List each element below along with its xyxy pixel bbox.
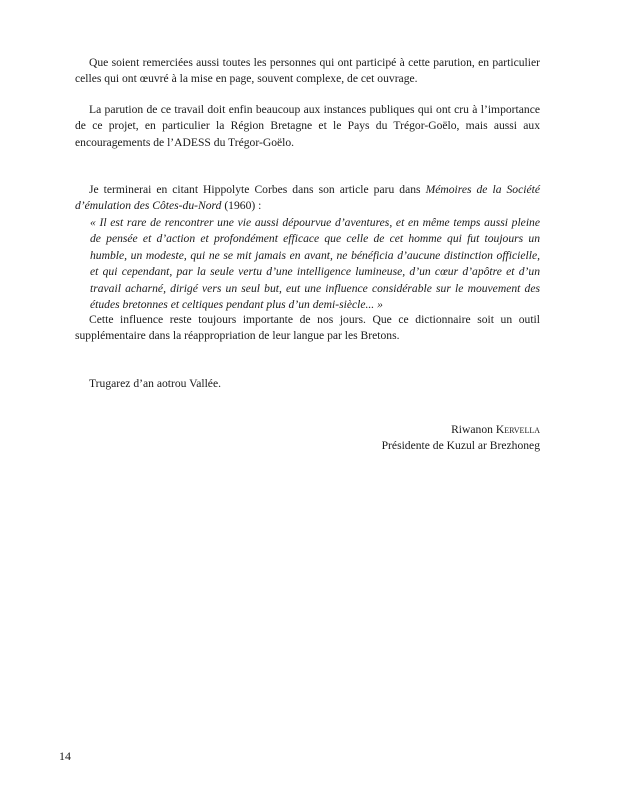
signature-last-name: Kervella: [495, 423, 540, 436]
signature-title: Présidente de Kuzul ar Brezhoneg: [381, 439, 540, 452]
page-number: 14: [59, 749, 71, 763]
paragraph-influence: Cette influence reste toujours importante de nos jours. Que ce dictionnaire soit un outil supplémentaire dans la réappropriation de leur langue par les Bretons.: [75, 313, 540, 343]
paragraph-closing-thanks: Trugarez d’an aotrou Vallée.: [89, 377, 221, 390]
signature-name: [451, 422, 540, 438]
paragraph-quote-intro: [75, 182, 540, 215]
paragraph-public-instances: La parution de ce travail doit enfin beaucoup aux instances publiques qui ont cru à l’importance de ce projet, en particulier la Région Bretagne et le Pays du Trégor-Goëlo, mais aussi aux encouragements de l’ADESS du Trégor-Goëlo.: [75, 103, 540, 149]
signature-first-name: Riwanon: [451, 423, 496, 436]
paragraph-thanks-layout: Que soient remerciées aussi toutes les personnes qui ont participé à cette parution, en particulier celles qui ont œuvré à la mise en page, souvent complexe, de cet ouvrage.: [75, 56, 540, 86]
block-quote: « Il est rare de rencontrer une vie aussi dépourvue d’aventures, et en même temps aussi pleine de pensée et d’action et profondément efficace que celle de cet homme qui fut toujours un humble, un modeste, qui ne se mit jamais en avant, ne bénéficia d’aucune distinction officielle, et qui cependant, par la seule vertu d’une intelligence lumineuse, d’un cœur d’apôtre et d’un travail acharné, dirigé vers un seul but, eut une influence considérable sur le mouvement des études bretonnes et celtiques pendant plus d’un demi-siècle... »: [90, 216, 540, 312]
quote-intro-year: (1960) :: [221, 199, 262, 213]
quote-intro-text: Je terminerai en citant Hippolyte Corbes dans son article paru dans: [89, 183, 426, 196]
publication-title: Mémoires de la Société d’émulation des Côtes-du-Nord: [75, 183, 540, 213]
